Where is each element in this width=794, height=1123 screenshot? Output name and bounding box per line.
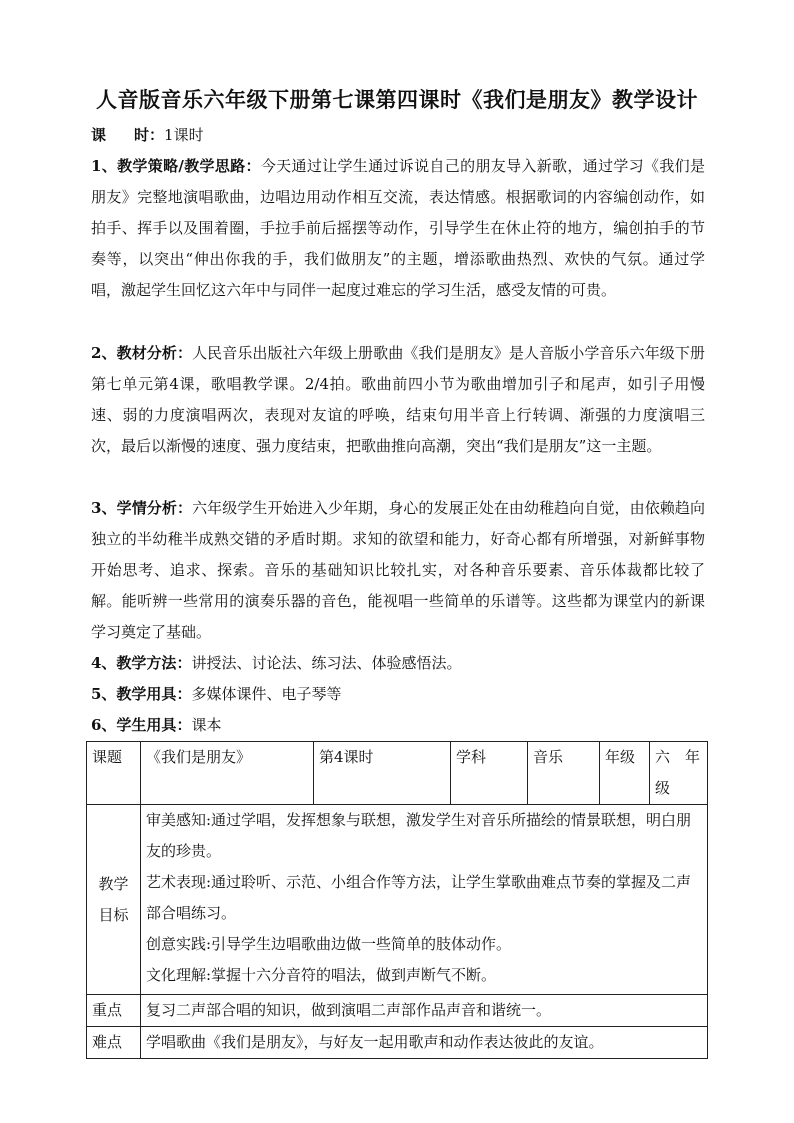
section-label: 5、教学用具： — [91, 685, 192, 703]
difficult-point-row — [87, 1027, 708, 1059]
key-point-text-cell: 复习二声部合唱的知识，做到演唱二声部作品声音和谐统一。 — [141, 995, 708, 1027]
class-hours-line — [91, 120, 705, 151]
subject-value-cell: 音乐 — [528, 742, 600, 805]
goal-cultural-understanding: 文化理解:掌握十六分音符的唱法，做到声断气不断。 — [146, 966, 497, 984]
goals-content-cell — [141, 805, 708, 995]
section-text: 讲授法、讨论法、练习法、体验感悟法。 — [191, 654, 462, 672]
goal-creative-practice: 创意实践:引导学生边唱歌曲边做一些简单的肢体动作。 — [146, 935, 512, 953]
section-label: 3、学情分析： — [91, 499, 193, 517]
section-label: 4、教学方法： — [91, 654, 192, 672]
goal-artistic-expression: 艺术表现:通过聆听、示范、小组合作等方法，让学生掌歌曲难点节奏的掌握及二声部合唱练习。 — [146, 873, 692, 922]
goals-row — [87, 805, 708, 995]
section-teaching-strategy — [91, 151, 705, 306]
difficult-point-text-cell: 学唱歌曲《我们是朋友》，与好友一起用歌声和动作表达彼此的友谊。 — [141, 1027, 708, 1059]
grade-value-cell: 六 年级 — [650, 742, 708, 805]
document-title: 人音版音乐六年级下册第七课第四课时《我们是朋友》教学设计 — [96, 87, 698, 112]
section-student-analysis — [91, 493, 705, 648]
section-text: 多媒体课件、电子琴等 — [191, 685, 342, 703]
grade-label-cell: 年级 — [600, 742, 650, 805]
lesson-table — [86, 741, 708, 1059]
goal-aesthetic-perception: 审美感知:通过学唱，发挥想象与联想，激发学生对音乐所描绘的情景联想，明白朋友的珍贵。 — [146, 811, 692, 860]
section-text: 人民音乐出版社六年级上册歌曲《我们是朋友》是人音版小学音乐六年级下册第七单元第4课，歌唱教学课。2/4拍。歌曲前四小节为歌曲增加引子和尾声，如引子用慢速、弱的力度演唱两次，表现对友谊的呼唤，结束句用半音上行转调、渐强的力度演唱三次，最后以渐慢的速度、强力度结束，把歌曲推向高潮，突出“我们是朋友”这一主题。 — [91, 344, 705, 455]
section-label: 2、教材分析： — [91, 344, 193, 362]
section-teaching-tools — [91, 679, 705, 710]
section-text: 今天通过让学生通过诉说自己的朋友导入新歌，通过学习《我们是朋友》完整地演唱歌曲，边唱边用动作相互交流，表达情感。根据歌词的内容编创动作，如拍手、挥手以及围着圈，手拉手前后摇摆等动作，引导学生在休止符的地方，编创拍手的节奏等，以突出“伸出你我的手，我们做朋友”的主题，增添歌曲热烈、欢快的气氛。通过学唱，激起学生回忆这六年中与同伴一起度过难忘的学习生活，感受友情的可贵。 — [91, 157, 705, 299]
key-point-row — [87, 995, 708, 1027]
class-hours-label-a: 课 — [91, 126, 107, 144]
section-label: 1、教学策略/教学思路： — [91, 157, 261, 175]
section-text: 六年级学生开始进入少年期，身心的发展正处在由幼稚趋向自觉，由依赖趋向独立的半幼稚半成熟交错的矛盾时期。求知的欲望和能力，好奇心都有所增强，对新鲜事物开始思考、追求、探索。音乐的基础知识比较扎实，对各种音乐要素、音乐体裁都比较了解。能听辨一些常用的演奏乐器的音色，能视唱一些简单的乐谱等。这些都为课堂内的新课学习奠定了基础。 — [91, 499, 705, 641]
topic-label-cell: 课题 — [87, 742, 141, 805]
section-teaching-methods — [91, 648, 705, 679]
topic-value-cell: 《我们是朋友》 — [141, 742, 314, 805]
section-label: 6、学生用具： — [91, 716, 192, 734]
class-hours-label-b: 时： — [134, 126, 165, 144]
subject-label-cell: 学科 — [451, 742, 528, 805]
section-text: 课本 — [191, 716, 222, 734]
difficult-point-label-cell: 难点 — [87, 1027, 141, 1059]
table-header-row — [87, 742, 708, 805]
section-student-tools — [91, 710, 705, 741]
class-hours-value: 1课时 — [164, 126, 204, 144]
lesson-value-cell: 第4课时 — [314, 742, 451, 805]
goals-label-cell: 教学目标 — [87, 805, 141, 995]
section-material-analysis — [91, 338, 705, 462]
key-point-label-cell: 重点 — [87, 995, 141, 1027]
